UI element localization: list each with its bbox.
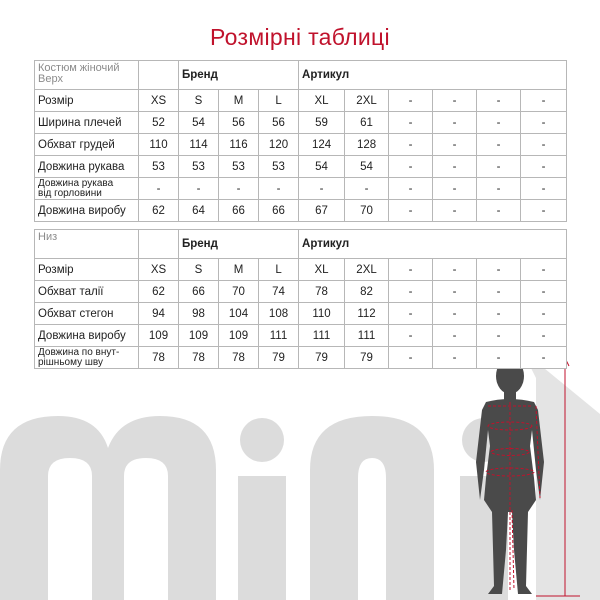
table-cell: 114 <box>179 134 219 156</box>
row-label: Обхват талії <box>35 281 139 303</box>
top-size-table <box>34 60 567 222</box>
table-cell: 111 <box>299 325 345 347</box>
table-cell: - <box>477 112 521 134</box>
table-cell: 109 <box>139 325 179 347</box>
table-cell: - <box>477 156 521 178</box>
page-title: Розмірні таблиці <box>210 24 390 50</box>
table-cell: 78 <box>219 347 259 369</box>
brand-label: Бренд <box>179 61 299 90</box>
table-row <box>35 156 567 178</box>
article-label: Артикул <box>299 230 567 259</box>
brand-label: Бренд <box>179 230 299 259</box>
table-row <box>35 200 567 222</box>
table-cell: - <box>179 178 219 200</box>
table-cell: 110 <box>139 134 179 156</box>
table-cell: 110 <box>299 303 345 325</box>
table-cell: - <box>477 178 521 200</box>
table-row <box>35 90 567 112</box>
table-cell: 94 <box>139 303 179 325</box>
table-cell: - <box>521 281 567 303</box>
table-cell: - <box>477 325 521 347</box>
table-cell: - <box>389 134 433 156</box>
table-cell: 61 <box>345 112 389 134</box>
table-cell: 54 <box>299 156 345 178</box>
table-cell: - <box>477 90 521 112</box>
table-cell: - <box>521 134 567 156</box>
table-cell: 128 <box>345 134 389 156</box>
table-cell: 109 <box>219 325 259 347</box>
table-cell: 66 <box>179 281 219 303</box>
table-row <box>35 303 567 325</box>
table-cell: - <box>433 281 477 303</box>
table-cell: 53 <box>219 156 259 178</box>
table-cell: XL <box>299 259 345 281</box>
row-label: Довжина рукава <box>35 156 139 178</box>
table-header-row <box>35 230 567 259</box>
table-cell: - <box>521 112 567 134</box>
table-cell: - <box>521 178 567 200</box>
table-cell: - <box>477 281 521 303</box>
table-cell: 66 <box>259 200 299 222</box>
table-cell: - <box>219 178 259 200</box>
table-cell: 78 <box>299 281 345 303</box>
row-label: Довжина рукава від горловини <box>35 178 139 200</box>
table-cell: - <box>389 200 433 222</box>
table-cell: - <box>389 347 433 369</box>
table-cell: - <box>521 325 567 347</box>
table-cell: - <box>521 200 567 222</box>
table-cell: L <box>259 90 299 112</box>
table-cell: - <box>345 178 389 200</box>
table-cell: 82 <box>345 281 389 303</box>
table-cell: 78 <box>139 347 179 369</box>
table-cell: 79 <box>345 347 389 369</box>
table-cell: 120 <box>259 134 299 156</box>
table-cell: 54 <box>345 156 389 178</box>
table-cell: - <box>259 178 299 200</box>
table-cell: 79 <box>259 347 299 369</box>
row-label: Довжина по внут- рішньому шву <box>35 347 139 369</box>
table-cell: - <box>389 325 433 347</box>
table-cell: 111 <box>345 325 389 347</box>
table-cell: - <box>389 259 433 281</box>
table-cell: 109 <box>179 325 219 347</box>
table-cell: - <box>389 281 433 303</box>
table-cell: - <box>521 303 567 325</box>
table-cell: - <box>433 325 477 347</box>
table-cell: 66 <box>219 200 259 222</box>
table-cell: 2XL <box>345 259 389 281</box>
table-cell: 79 <box>299 347 345 369</box>
table-cell: 53 <box>179 156 219 178</box>
table-cell: - <box>389 112 433 134</box>
table-cell: 2XL <box>345 90 389 112</box>
table-cell: - <box>433 90 477 112</box>
table-cell: 78 <box>179 347 219 369</box>
table-cell: S <box>179 90 219 112</box>
table-cell: L <box>259 259 299 281</box>
section-label: Костюм жіночий Верх <box>35 61 139 90</box>
table-cell: - <box>433 134 477 156</box>
table-row <box>35 347 567 369</box>
table-cell: 52 <box>139 112 179 134</box>
bottom-size-table <box>34 229 567 369</box>
table-cell: - <box>299 178 345 200</box>
table-cell: - <box>433 156 477 178</box>
table-cell: 111 <box>259 325 299 347</box>
table-cell: - <box>139 178 179 200</box>
table-cell: - <box>521 90 567 112</box>
table-cell: 124 <box>299 134 345 156</box>
row-label: Довжина виробу <box>35 200 139 222</box>
row-label: Ширина плечей <box>35 112 139 134</box>
table-cell: 53 <box>259 156 299 178</box>
table-header-row <box>35 61 567 90</box>
table-cell: 62 <box>139 281 179 303</box>
table-cell: - <box>521 347 567 369</box>
table-cell: 98 <box>179 303 219 325</box>
table-cell: 59 <box>299 112 345 134</box>
table-cell: 116 <box>219 134 259 156</box>
table-cell: - <box>477 303 521 325</box>
table-cell: 67 <box>299 200 345 222</box>
table-cell: M <box>219 259 259 281</box>
woman-measurement-figure-icon <box>440 350 600 600</box>
table-row <box>35 325 567 347</box>
table-cell: 56 <box>219 112 259 134</box>
table-cell: 70 <box>219 281 259 303</box>
table-cell: - <box>389 90 433 112</box>
table-cell: 104 <box>219 303 259 325</box>
table-row <box>35 259 567 281</box>
table-cell: - <box>521 156 567 178</box>
table-cell: - <box>433 303 477 325</box>
table-cell: - <box>433 112 477 134</box>
table-cell: - <box>389 156 433 178</box>
table-cell: - <box>477 134 521 156</box>
table-row <box>35 134 567 156</box>
table-cell: S <box>179 259 219 281</box>
table-cell: - <box>521 259 567 281</box>
table-cell: XL <box>299 90 345 112</box>
table-row <box>35 178 567 200</box>
row-label: Обхват грудей <box>35 134 139 156</box>
section-label: Низ <box>35 230 139 259</box>
table-cell: 53 <box>139 156 179 178</box>
header-spacer <box>139 61 179 90</box>
table-cell: - <box>433 259 477 281</box>
table-cell: 56 <box>259 112 299 134</box>
table-cell: 62 <box>139 200 179 222</box>
table-cell: - <box>477 200 521 222</box>
table-cell: 70 <box>345 200 389 222</box>
table-cell: XS <box>139 90 179 112</box>
table-cell: - <box>389 178 433 200</box>
table-cell: - <box>477 259 521 281</box>
row-label: Довжина виробу <box>35 325 139 347</box>
table-cell: - <box>433 200 477 222</box>
table-cell: - <box>477 347 521 369</box>
article-label: Артикул <box>299 61 567 90</box>
row-label: Розмір <box>35 259 139 281</box>
row-label: Обхват стегон <box>35 303 139 325</box>
table-cell: XS <box>139 259 179 281</box>
table-cell: - <box>389 303 433 325</box>
table-row <box>35 281 567 303</box>
table-cell: 112 <box>345 303 389 325</box>
header-spacer <box>139 230 179 259</box>
table-cell: 64 <box>179 200 219 222</box>
table-cell: 108 <box>259 303 299 325</box>
table-cell: 74 <box>259 281 299 303</box>
table-row <box>35 112 567 134</box>
row-label: Розмір <box>35 90 139 112</box>
table-cell: M <box>219 90 259 112</box>
table-cell: 54 <box>179 112 219 134</box>
table-cell: - <box>433 178 477 200</box>
table-cell: - <box>433 347 477 369</box>
